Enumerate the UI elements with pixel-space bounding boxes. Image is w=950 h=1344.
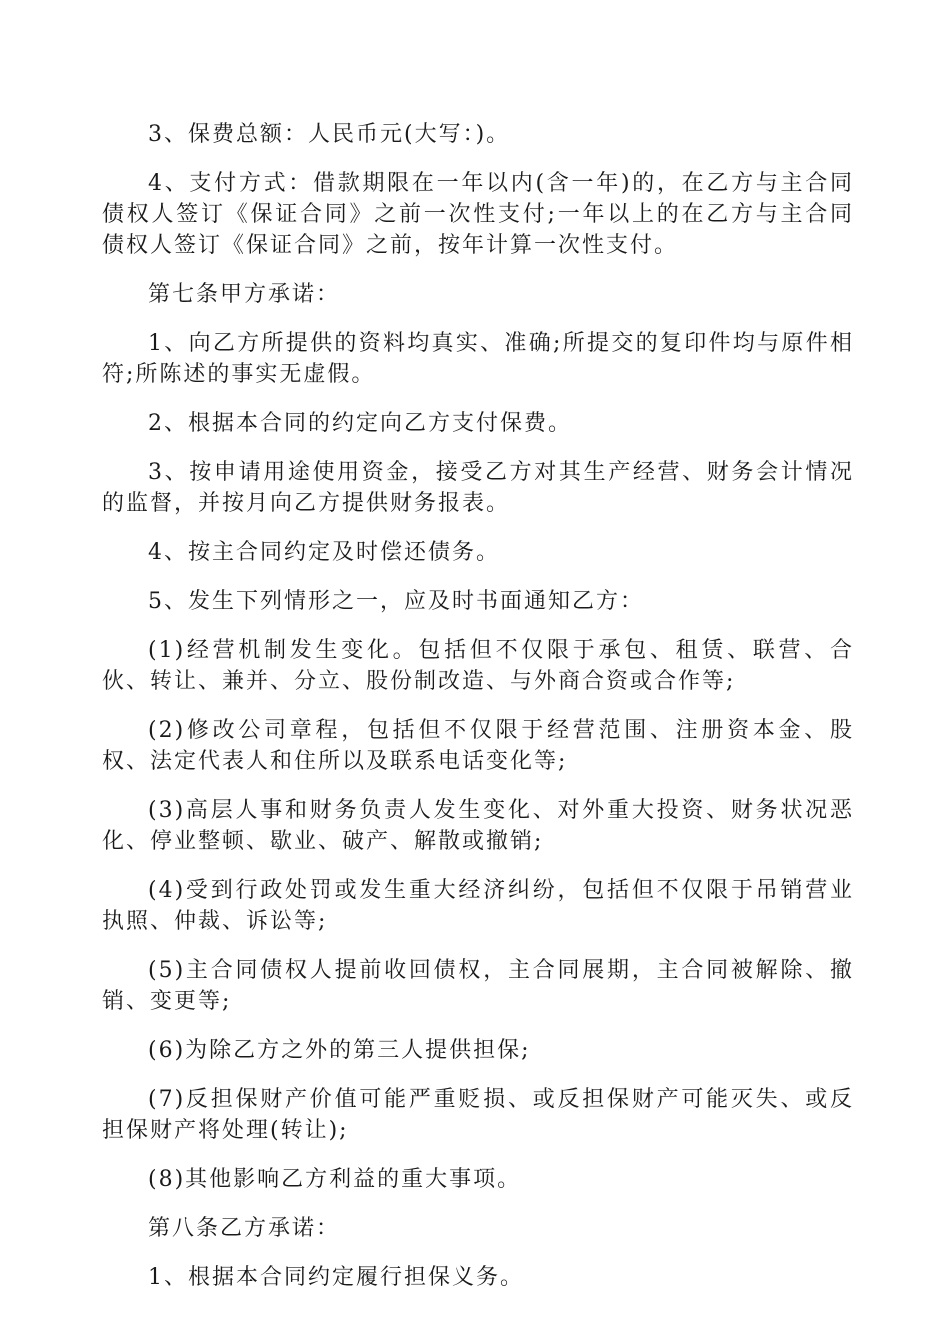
heading-article-8: 第八条乙方承诺： [148,1216,341,1241]
paragraph-7-3: 3、按申请用途使用资金，接受乙方对其生产经营、财务会计情况的监督，并按月向乙方提供财务报表。 [102,460,854,516]
list-item-1: (1)经营机制发生变化。包括但不仅限于承包、租赁、联营、合伙、转让、兼并、分立、股份制改造、与外商合资或合作等; [102,638,854,694]
paragraph-8-1: 1、根据本合同约定履行担保义务。 [148,1265,524,1290]
paragraph-premium-total: 3、保费总额：人民币元(大写：)。 [148,122,511,147]
list-item-5: (5)主合同债权人提前收回债权，主合同展期，主合同被解除、撤销、变更等; [102,958,854,1014]
list-item-4: (4)受到行政处罚或发生重大经济纠纷，包括但不仅限于吊销营业执照、仲裁、诉讼等; [102,878,854,934]
list-item-6: (6)为除乙方之外的第三人提供担保; [148,1038,531,1063]
list-item-3: (3)高层人事和财务负责人发生变化、对外重大投资、财务状况恶化、停业整顿、歇业、破产、解散或撤销; [102,798,854,854]
document-body [102,119,854,1311]
paragraph-payment-method: 4、支付方式：借款期限在一年以内(含一年)的，在乙方与主合同债权人签订《保证合同》之前一次性支付;一年以上的在乙方与主合同债权人签订《保证合同》之前，按年计算一次性支付。 [102,171,854,258]
list-item-7: (7)反担保财产价值可能严重贬损、或反担保财产可能灭失、或反担保财产将处理(转让); [102,1087,854,1143]
list-item-8: (8)其他影响乙方利益的重大事项。 [148,1167,522,1192]
heading-article-7: 第七条甲方承诺： [148,282,341,307]
list-item-2: (2)修改公司章程，包括但不仅限于经营范围、注册资本金、股权、法定代表人和住所以及联系电话变化等; [102,718,854,774]
paragraph-7-2: 2、根据本合同的约定向乙方支付保费。 [148,411,572,436]
paragraph-7-4: 4、按主合同约定及时偿还债务。 [148,540,500,565]
paragraph-7-5: 5、发生下列情形之一，应及时书面通知乙方： [148,589,644,614]
paragraph-7-1: 1、向乙方所提供的资料均真实、准确;所提交的复印件均与原件相符;所陈述的事实无虚假。 [102,331,854,387]
